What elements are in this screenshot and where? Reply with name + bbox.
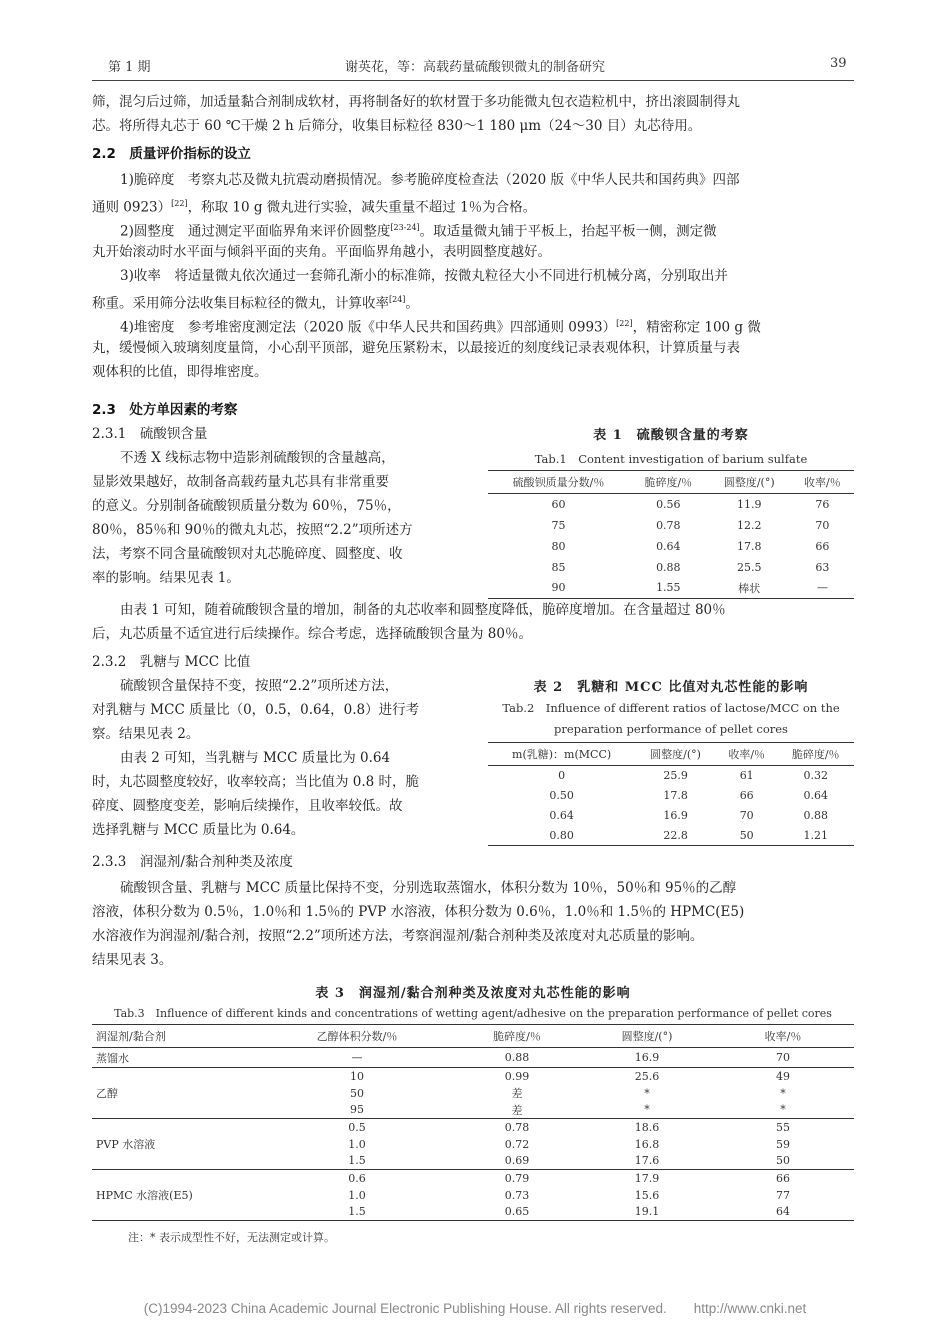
table-1 (488, 470, 854, 599)
section-2-3-1-body: 不透 X 线标志物中造影剂硫酸钡的含量越高， 显影效果越好，故制备高载药量丸芯具有非常重要 的意义。分别制备硫酸钡质量分数为 60％，75％， 80％，85％和 90％的微丸丸芯，按照“2.2”项所述方 法，考察不同含量硫酸钡对丸芯脆碎度、圆整度、收 率的影响。结果见表 1。 (92, 450, 413, 586)
table-3-caption: 表 3 润湿剂/黏合剂种类及浓度对丸芯性能的影响 (315, 986, 631, 1001)
item-friability: 1)脆碎度 考察丸芯及微丸抗震动磨损情况。参考脆碎度检查法（2020 版《中华人民共和国药典》四部 (120, 172, 740, 188)
table-row: 0.80 22.8 50 1.21 (488, 826, 854, 846)
table-header-row: m(乳糖)：m(MCC) 圆整度/(°) 收率/％ 脆碎度/％ (488, 743, 854, 766)
section-2-3-1-title: 2.3.1 硫酸钡含量 (92, 426, 208, 442)
table-row: 85 0.88 25.5 63 (551, 560, 830, 574)
table-row: 50 差 * * (350, 1086, 786, 1100)
table-3-caption-en: Tab.3 Influence of different kinds and concentrations of wetting agent/adhesive on the preparation performance of pellet cores (114, 1007, 832, 1020)
table-row: 1.0 0.72 16.8 59 (348, 1137, 790, 1151)
section-2-2-heading: 2.2 质量评价指标的设立 (92, 146, 251, 162)
table-row: 蒸馏水 — 0.88 16.9 70 (92, 1048, 854, 1068)
table-3 (92, 1024, 854, 1221)
table-row: 1.0 0.73 15.6 77 (348, 1188, 790, 1202)
table-1-caption: 表 1 硫酸钡含量的考察 (593, 428, 749, 443)
table-row: 0.64 16.9 70 0.88 (549, 809, 828, 822)
table-1-caption-en: Tab.1 Content investigation of barium sulfate (534, 452, 808, 466)
table-2-caption-en-2: preparation performance of pellet cores (554, 722, 788, 736)
item-yield: 3)收率 将适量微丸依次通过一套筛孔渐小的标准筛，按微丸粒径大小不同进行机械分离，分别取出并 (120, 268, 728, 284)
running-title: 谢英花，等：高载药量硫酸钡微丸的制备研究 (344, 60, 605, 75)
table-row: 1.5 0.69 17.6 50 (92, 1153, 854, 1170)
page-number: 39 (830, 56, 847, 71)
table-row: 95 差 * * (92, 1102, 854, 1119)
table-2-caption: 表 2 乳糖和 MCC 比值对丸芯性能的影响 (533, 680, 809, 695)
item-bulk-density: 4)堆密度 参考堆密度测定法（2020 版《中华人民共和国药典》四部通则 0993）[22]，精密称定 100 g 微 (120, 319, 761, 336)
table-row: 60 0.56 11.9 76 (551, 497, 830, 511)
issue-number: 第 1 期 (108, 60, 151, 75)
table-row: 75 0.78 12.2 70 (551, 518, 830, 532)
table-row: HPMC 水溶液(E5) 0.6 0.79 17.9 66 (92, 1170, 854, 1187)
table-header-row: 润湿剂/黏合剂 乙醇体积分数/％ 脆碎度/％ 圆整度/(°) 收率/％ (92, 1025, 854, 1048)
copyright-footer: (C)1994-2023 China Academic Journal Electronic Publishing House. All rights reserved. http://www.cnki.net (143, 1301, 807, 1316)
table-row: 80 0.64 17.8 66 (551, 539, 830, 553)
section-2-3-2-title: 2.3.2 乳糖与 MCC 比值 (92, 654, 251, 670)
table-header-row: 硫酸钡质量分数/％ 脆碎度/％ 圆整度/(°) 收率/％ (488, 471, 854, 494)
table-row: 乙醇 10 0.99 25.6 49 (92, 1068, 854, 1085)
header-rule (92, 80, 854, 81)
item-roundness: 2)圆整度 通过测定平面临界角来评价圆整度[23-24]。取适量微丸铺于平板上，抬起平板一侧，测定微 (120, 223, 717, 240)
table-row: 1.5 0.65 19.1 64 (92, 1204, 854, 1221)
section-2-3-3-title: 2.3.3 润湿剂/黏合剂种类及浓度 (92, 854, 293, 870)
table-3-note: 注：* 表示成型性不好，无法测定或计算。 (128, 1231, 335, 1244)
section-2-3-2-body: 硫酸钡含量保持不变，按照“2.2”项所述方法， 对乳糖与 MCC 质量比（0，0.5，0.64，0.8）进行考 察。结果见表 2。 由表 2 可知，当乳糖与 MCC 质量比为 0.64 时，丸芯圆整度较好，收率较高；当比值为 0.8 时，脆 碎度、圆整度变差，影响后续操作，且收率较低。故 选择乳糖与 MCC 质量比为 0.64。 (92, 678, 420, 838)
section-2-3-3-body: 硫酸钡含量、乳糖与 MCC 质量比保持不变，分别选取蒸馏水，体积分数为 10％，50％和 95％的乙醇 溶液，体积分数为 0.5％，1.0％和 1.5％的 PVP 水溶液，体积分数为 0.6％，1.0％和 1.5％的 HPMC(E5) 水溶液作为润湿剂/黏合剂，按照“2.2”项所述方法，考察润湿剂/黏合剂种类及浓度对丸芯质量的影响。 结果见表 3。 (92, 880, 745, 968)
table-row: 0.50 17.8 66 0.64 (549, 789, 828, 802)
table-row: 90 1.55 棒状 — (488, 578, 854, 599)
table-row: 0 25.9 61 0.32 (558, 769, 828, 783)
table-row: PVP 水溶液 0.5 0.78 18.6 55 (92, 1119, 854, 1136)
table-2-caption-en-1: Tab.2 Influence of different ratios of lactose/MCC on the (502, 701, 840, 715)
table-2 (488, 742, 854, 846)
section-2-2-body: 1)脆碎度 考察丸芯及微丸抗震动磨损情况。参考脆碎度检查法（2020 版《中华人民共和国药典》四部 通则 0923）[22]，称取 10 g 微丸进行实验，减失重量不超过 1％为合格。 2)圆整度 通过测定平面临界角来评价圆整度[23-24]。取适量微丸铺于平板上，抬起平板一侧，测定微 丸开始滚动时水平面与倾斜平面的夹角。平面临界角越小，表明圆整度越好。 3)收率 将适量微丸依次通过一套筛孔渐小的标准筛，按微丸粒径大小不同进行机械分离，分别取出并 称重。采用筛分法收集目标粒径的微丸，计算收率[24]。 4)堆密度 参考堆密度测定法（2020 版《中华人民共和国药典》四部通则 0993）[22]，精密称定 100 g 微 丸，缓慢倾入玻璃刻度量筒，小心刮平顶部，避免压紧粉末，以最接近的刻度线记录表观体积，计算质量与表 观体积的比值，即得堆密度。 (92, 168, 761, 384)
intro-paragraph: 筛，混匀后过筛，加适量黏合剂制成软材，再将制备好的软材置于多功能微丸包衣造粒机中，挤出滚圆制得丸 芯。将所得丸芯于 60 ℃干燥 2 h 后筛分，收集目标粒径 830～1 180 μm（24～30 目）丸芯待用。 (92, 94, 740, 134)
section-2-3-heading: 2.3 处方单因素的考察 (92, 402, 238, 418)
section-2-3-1-conclusion: 由表 1 可知，随着硫酸钡含量的增加，制备的丸芯收率和圆整度降低，脆碎度增加。在含量超过 80％ 后，丸芯质量不适宜进行后续操作。综合考虑，选择硫酸钡含量为 80％。 (92, 602, 726, 642)
